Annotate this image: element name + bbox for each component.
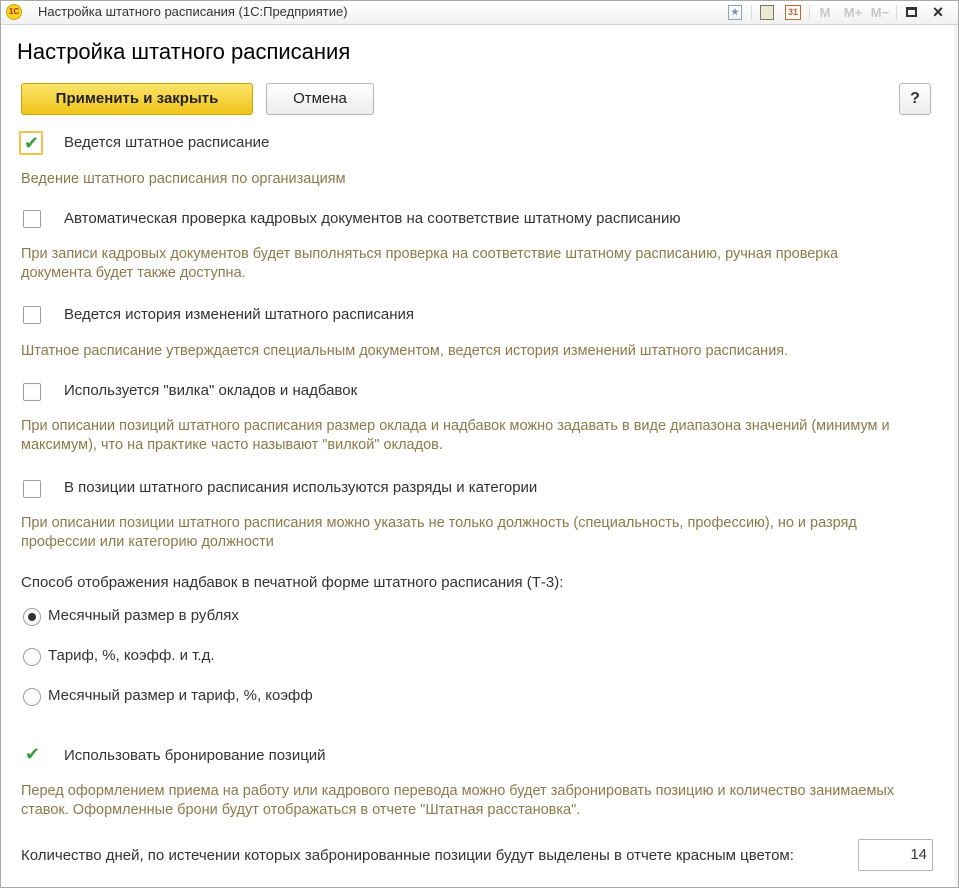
- page-title: Настройка штатного расписания: [17, 39, 351, 64]
- days-input[interactable]: 14: [858, 839, 933, 871]
- option-hint: Перед оформлением приема на работу или кадрового перевода можно будет забронировать позицию и количество занимаемых ставок. Оформленные брони будут отображаться в отчете "Штатная расстановка".: [21, 783, 895, 818]
- checkbox-salary-range[interactable]: [23, 383, 41, 401]
- window-title: Настройка штатного расписания (1С:Предприятие): [38, 4, 348, 19]
- memory-minus-button[interactable]: M−: [870, 5, 890, 20]
- checkbox-label[interactable]: Использовать бронирование позиций: [64, 747, 326, 764]
- checkbox-history[interactable]: [23, 306, 41, 324]
- favorite-icon[interactable]: ★: [728, 5, 742, 20]
- radio-tariff[interactable]: [23, 648, 41, 666]
- help-button[interactable]: ?: [899, 83, 931, 115]
- radio-monthly-and-tariff[interactable]: [23, 688, 41, 706]
- option-hint: Штатное расписание утверждается специальным документом, ведется история изменений штатного расписания.: [21, 343, 789, 359]
- app-logo-icon: 1С: [6, 4, 22, 20]
- option-hint: При описании позиций штатного расписания размер оклада и надбавок можно задавать в виде диапазона значений (минимум и максимум), что на практике часто называют "вилкой" окладов.: [21, 418, 890, 453]
- maximize-icon[interactable]: [906, 7, 917, 17]
- checkmark-icon: ✔: [25, 744, 41, 764]
- memory-button[interactable]: M: [819, 5, 831, 20]
- option-hint: При записи кадровых документов будет выполняться проверка на соответствие штатному расписанию, ручная проверка документа будет также доступна.: [21, 246, 839, 281]
- cancel-button[interactable]: Отмена: [266, 83, 374, 115]
- scroll-edge: [954, 25, 958, 885]
- checkbox-auto-check[interactable]: [23, 210, 41, 228]
- days-label: Количество дней, по истечении которых забронированные позиции будут выделены в отчете красным цветом:: [21, 847, 794, 864]
- checkbox-label[interactable]: В позиции штатного расписания используются разряды и категории: [64, 479, 538, 496]
- radio-monthly-rub[interactable]: [23, 608, 41, 626]
- radio-selected-dot: [28, 613, 36, 621]
- close-icon[interactable]: ×: [932, 2, 944, 22]
- title-bar: [1, 1, 958, 25]
- radio-label[interactable]: Месячный размер и тариф, %, коэфф: [48, 687, 313, 704]
- apply-and-close-button[interactable]: Применить и закрыть: [21, 83, 253, 115]
- checkbox-label[interactable]: Используется "вилка" окладов и надбавок: [64, 382, 358, 399]
- checkbox-staff-schedule[interactable]: [19, 131, 43, 155]
- checkbox-grades[interactable]: [23, 480, 41, 498]
- checkbox-reservation[interactable]: [23, 744, 41, 765]
- option-hint: Ведение штатного расписания по организациям: [21, 171, 346, 187]
- radio-label[interactable]: Месячный размер в рублях: [48, 607, 239, 624]
- toolbar-divider: [809, 5, 810, 20]
- checkmark-icon: ✔: [24, 133, 40, 153]
- checkbox-label[interactable]: Ведется штатное расписание: [64, 134, 270, 151]
- radio-label[interactable]: Тариф, %, коэфф. и т.д.: [48, 647, 215, 664]
- toolbar-divider: [896, 5, 897, 20]
- option-hint: При описании позиции штатного расписания можно указать не только должность (специальность, профессию), но и разряд профессии или категорию должности: [21, 515, 857, 550]
- toolbar-divider: [751, 5, 752, 20]
- calculator-icon[interactable]: [760, 5, 774, 20]
- checkbox-label[interactable]: Автоматическая проверка кадровых документов на соответствие штатному расписанию: [64, 210, 681, 227]
- checkbox-label[interactable]: Ведется история изменений штатного расписания: [64, 306, 414, 323]
- calendar-icon[interactable]: 31: [785, 5, 801, 20]
- memory-plus-button[interactable]: M+: [843, 5, 863, 20]
- display-mode-label: Способ отображения надбавок в печатной форме штатного расписания (Т-3):: [21, 574, 564, 591]
